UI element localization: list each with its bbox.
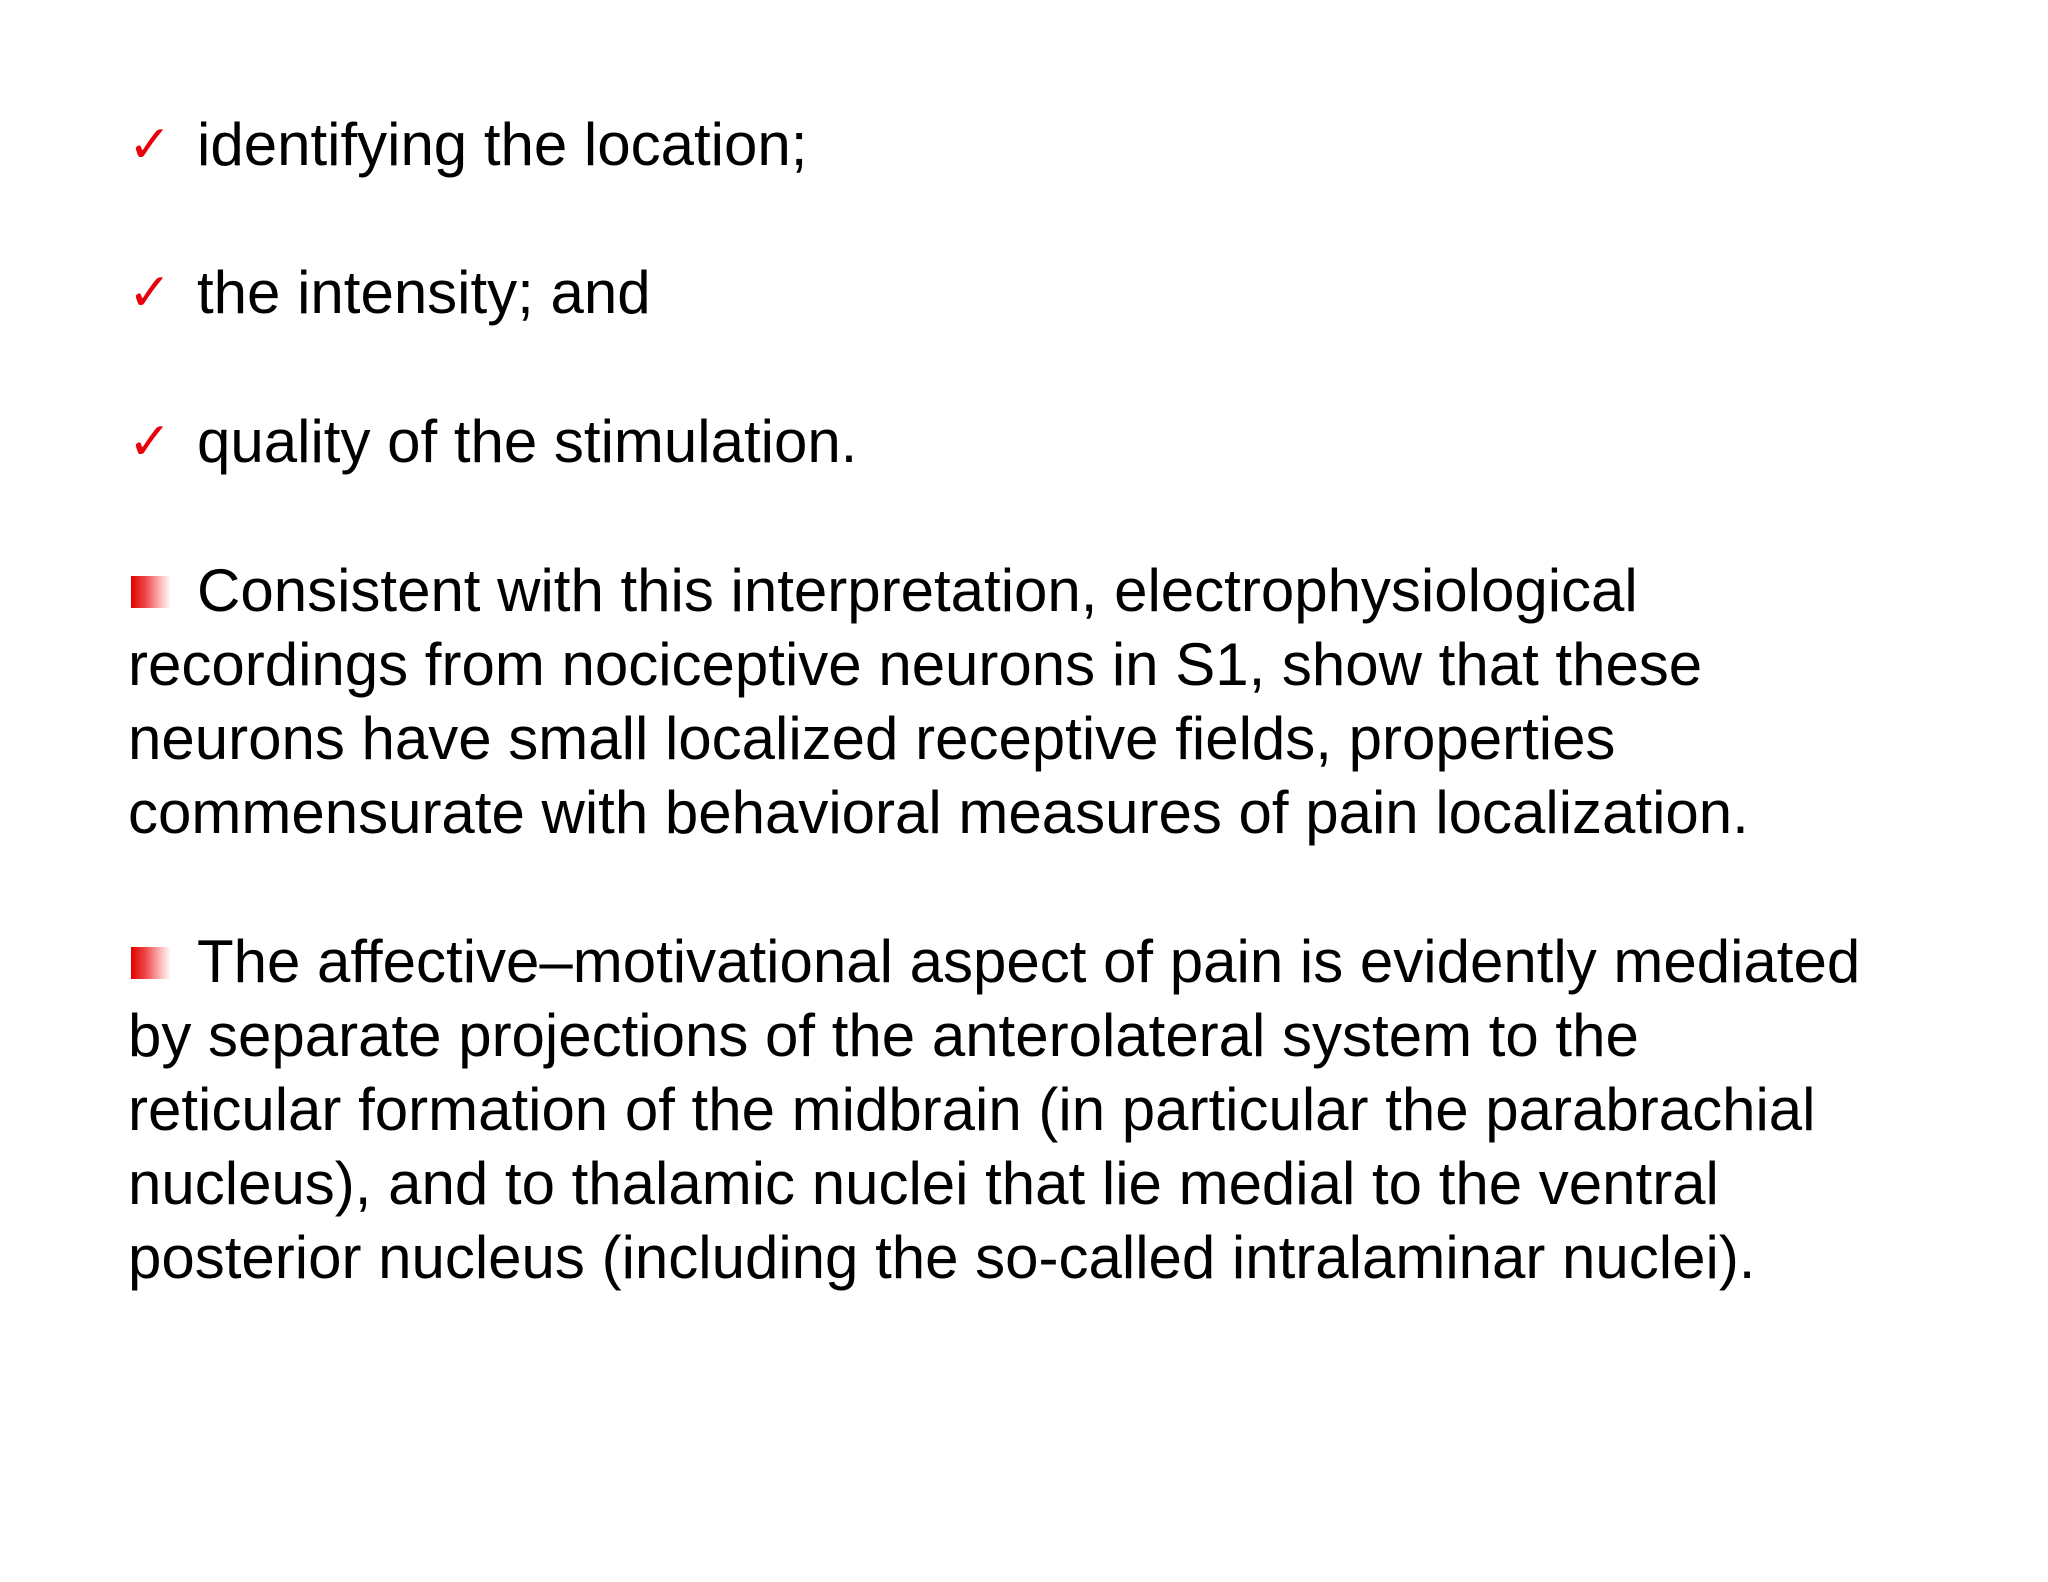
paragraph-line: Consistent with this interpretation, electrophysiological bbox=[197, 557, 1638, 624]
paragraph-line: nucleus), and to thalamic nuclei that lie medial to the ventral bbox=[128, 1150, 1719, 1217]
checkmark-icon: ✓ bbox=[128, 412, 172, 472]
paragraph-line: by separate projections of the anterolateral system to the bbox=[128, 1002, 1639, 1069]
paragraph-line: reticular formation of the midbrain (in particular the parabrachial bbox=[128, 1076, 1816, 1143]
checkmark-icon: ✓ bbox=[128, 263, 172, 323]
paragraph-line: recordings from nociceptive neurons in S1, show that these bbox=[128, 631, 1703, 698]
paragraph-line: neurons have small localized receptive fields, properties bbox=[128, 705, 1616, 772]
paragraph-1 bbox=[128, 554, 1998, 850]
paragraph-line: The affective–motivational aspect of pain is evidently mediated bbox=[197, 928, 1861, 995]
checklist-item-text: quality of the stimulation. bbox=[197, 408, 858, 475]
paragraph-2 bbox=[128, 925, 1998, 1295]
checklist-item-text: identifying the location; bbox=[197, 111, 808, 178]
checklist-item-text: the intensity; and bbox=[197, 259, 651, 326]
paragraph-line: commensurate with behavioral measures of pain localization. bbox=[128, 779, 1749, 846]
checkmark-icon: ✓ bbox=[128, 115, 172, 175]
paragraph-line: posterior nucleus (including the so-called intralaminar nuclei). bbox=[128, 1224, 1756, 1291]
